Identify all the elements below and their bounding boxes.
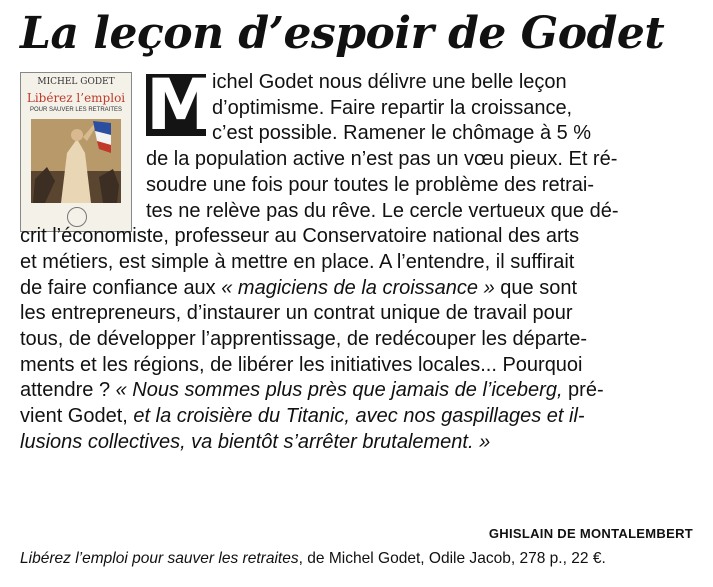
quote-text: « Nous sommes plus près que jamais de l’iceberg, <box>115 379 563 402</box>
article-body <box>20 64 713 456</box>
drop-cap: M <box>146 64 216 146</box>
book-credit-title: Libérez l’emploi pour sauver les retraites <box>20 550 299 567</box>
body-line: et métiers, est simple à mettre en place. A l’entendre, il suffirait <box>20 250 575 273</box>
body-line <box>20 404 713 430</box>
body-line: ments et les régions, de libérer les initiatives locales... Pourquoi <box>20 353 583 376</box>
book-credit-details: , de Michel Godet, Odile Jacob, 278 p., 22 €. <box>298 550 606 567</box>
book-cover-subtitle: POUR SAUVER LES RETRAITES <box>29 107 123 113</box>
body-line: c’est possible. Ramener le chômage à 5 % <box>212 122 592 145</box>
body-text: que sont <box>494 276 578 299</box>
book-cover-title: Libérez l’emploi <box>26 91 126 105</box>
body-text: attendre ? <box>20 379 116 402</box>
quote-text: et la croisière du Titanic, avec nos gaspillages et il- <box>133 405 585 428</box>
body-text: pré- <box>562 379 604 402</box>
book-cover-author: MICHEL GODET <box>37 77 115 87</box>
body-text: de faire confiance aux <box>20 276 222 299</box>
book-credit <box>20 550 689 568</box>
article-title: La leçon d’espoir de Godet <box>20 8 665 59</box>
body-text: vient Godet, <box>20 405 134 428</box>
body-line: d’optimisme. Faire repartir la croissance, <box>212 96 573 119</box>
body-line: crit l’économiste, professeur au Conservatoire national des arts <box>20 225 580 248</box>
body-line <box>20 378 713 404</box>
body-line: tous, de développer l’apprentissage, de redécouper les départe- <box>20 328 588 351</box>
body-line: soudre une fois pour toutes le problème des retrai- <box>146 173 595 196</box>
author-signature: GHISLAIN DE MONTALEMBERT <box>488 526 693 541</box>
quote-text: lusions collectives, va bientôt s’arrêter brutalement. » <box>20 430 491 453</box>
body-line: ichel Godet nous délivre une belle leçon <box>212 71 567 93</box>
body-line <box>20 276 713 302</box>
body-line: les entrepreneurs, d’instaurer un contrat unique de travail pour <box>20 302 573 325</box>
body-line: de la population active n’est pas un vœu pieux. Et ré- <box>146 148 618 171</box>
body-line <box>20 430 713 456</box>
body-line: tes ne relève pas du rêve. Le cercle vertueux que dé- <box>146 199 619 222</box>
quote-text: « magiciens de la croissance » <box>221 276 495 299</box>
